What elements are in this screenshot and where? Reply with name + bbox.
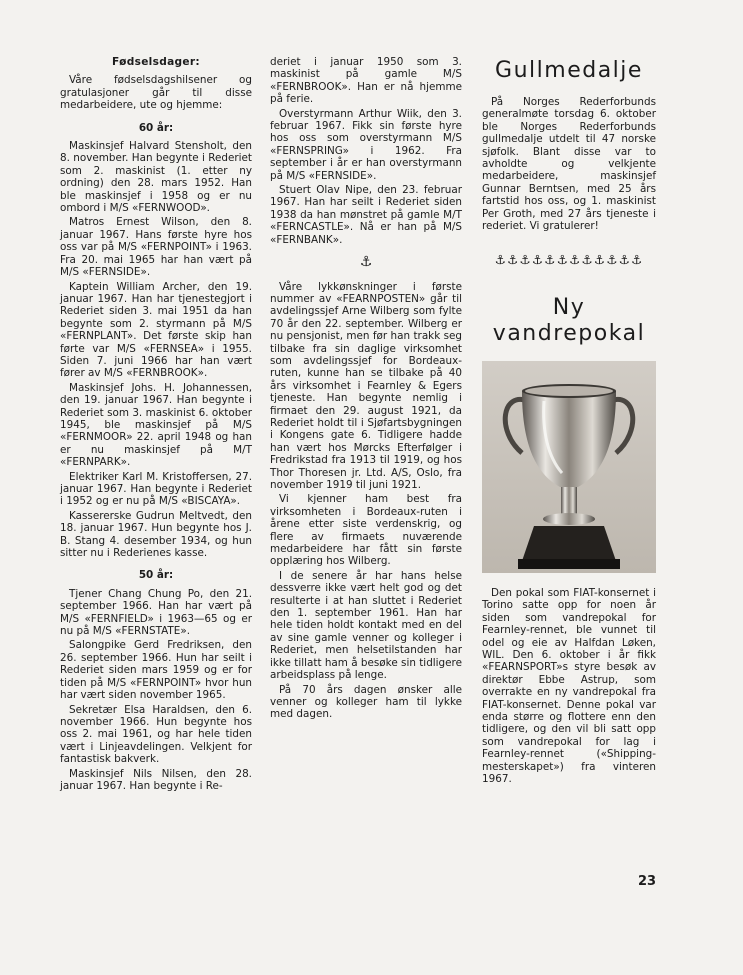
birthday-entry: Overstyrmann Arthur Wiik, den 3. februar 1967. Fikk sin første hyre hos oss som overstyrmann M/S «FERNSPRING» i 1962. Fra september i år er han overstyrmann på M/S «FERNSIDE». [270,107,462,182]
trophy-photo [482,361,656,573]
trophy-title: Ny vandrepokal [492,294,646,346]
birthday-entry: Tjener Chang Chung Po, den 21. september 1966. Han har vært på M/S «FERNFIELD» i 1963—65 og er nu på M/S «FERNSTATE». [60,587,252,638]
anchor-row-icon: ⚓⚓⚓⚓⚓⚓⚓⚓⚓⚓⚓⚓ [494,252,644,268]
page-number: 23 [638,874,657,889]
wilberg-paragraph: Vi kjenner ham best fra virksomheten i Bordeaux-ruten i årene etter siste verdenskrig, og flere av firmaets nuværende medarbeidere har fått sin første opplæring hos Wilberg. [270,493,462,568]
gold-medal-title: Gullmedalje [495,58,643,83]
birthday-entry: Kaptein William Archer, den 19. januar 1967. Han har tjenestegjort i Rederiet siden 3. mai 1951 da han begynte som 2. styrmann på M/S «FERNPLANT». Det første skip han førte var M/S «FERNSEA» i 1955. Siden 7. juni 1966 har han vært fører av M/S «FERNBROOK». [60,280,252,380]
birthdays-heading: Fødselsdager: [112,56,200,68]
birthday-entry: Salongpike Gerd Fredriksen, den 26. september 1966. Hun har seilt i Rederiet siden mars 1959 og er for tiden på M/S «FERNPOINT» hvor hun har vært siden november 1965. [60,639,252,702]
anchor-icon: ⚓ [359,254,373,271]
wilberg-paragraph: På 70 års dagen ønsker alle venner og kolleger ham til lykke med dagen. [270,683,462,721]
birthday-entry: Maskinsjef Nils Nilsen, den 28. januar 1967. Han begynte i Re- [60,767,252,792]
trophy-icon [482,361,656,573]
column-birthdays [60,56,252,794]
birthday-entry: Maskinsjef Johs. H. Johannessen, den 19. januar 1967. Han begynte i Rederiet som 3. maskinist 6. oktober 1945, ble maskinsjef på M/S «FERNMOOR» 22. april 1948 og han er nu maskinsjef på M/T «FERNPARK». [60,381,252,469]
birthday-entry: Sekretær Elsa Haraldsen, den 6. november 1966. Hun begynte hos oss 2. mai 1961, og har hele tiden vært i Linjeavdelingen. Velkjent for fantastisk bakverk. [60,703,252,766]
birthday-entry: Elektriker Karl M. Kristoffersen, 27. januar 1967. Han begynte i Rederiet i 1952 og er nu på M/S «BISCAYA». [60,470,252,508]
gold-medal-paragraph: På Norges Rederforbunds generalmøte torsdag 6. oktober ble Norges Rederforbunds gullmedalje utdelt til 47 norske sjøfolk. Blant disse var to avholdte og velkjente medarbeidere, maskinsjef Gunnar Berntsen, med 25 års fartstid hos oss, og 1. maskinist Per Groth, med 27 års tjeneste i rederiet. Vi gratulerer! [482,96,656,233]
column-continued [270,56,462,723]
birthday-entry: Maskinsjef Halvard Stensholt, den 8. november. Han begynte i Rederiet som 2. maskinist (1. etter ny ordning) den 28. mars 1952. Han ble maskinsjef i 1958 og er nu ombord i M/S «FERNWOOD». [60,140,252,215]
birthday-entry: Kassererske Gudrun Meltvedt, den 18. januar 1967. Hun begynte hos J. B. Stang 4. desember 1934, og hun sitter nu i Rederienes kasse. [60,509,252,560]
birthday-entry: Stuert Olav Nipe, den 23. februar 1967. Han har seilt i Rederiet siden 1938 da han mønstret på gamle M/T «FERNCASTLE». Nå er han på M/S «FERNBANK». [270,184,462,246]
subheading-60: 60 år: [138,121,174,134]
subheading-50: 50 år: [138,569,174,582]
continued-entry: deriet i januar 1950 som 3. maskinist på gamle M/S «FERNBROOK». Han er nå hjemme på ferie. [270,56,462,106]
trophy-paragraph: Den pokal som FIAT-konsernet i Torino satte opp for noen år siden som vandrepokal for Fearnley-rennet, ble vunnet til odel og eie av Halfdan Løken, WIL. Den 6. oktober i år fikk «FEARNSPORT»s styre besøk av direktør Ebbe Astrup, som overrakte en ny vandrepokal fra FIAT-konsernet. Denne pokal var enda større og flottere enn den tidligere, og den vil bli satt opp som vandrepokal for lag i Fearnley-rennet («Shipping-mesterskapet») fra vinteren 1967. [482,586,656,785]
column-news [482,56,656,787]
birthday-entry: Matros Ernest Wilson, den 8. januar 1967. Hans første hyre hos oss var på M/S «FERNPOINT» i 1963. Fra 20. mai 1965 har han vært på M/S «FERNSIDE». [60,216,252,279]
wilberg-paragraph: Våre lykkønskninger i første nummer av «FEARNPOSTEN» går til avdelingssjef Arne Wilberg som fylte 70 år den 22. september. Wilberg er nu pensjonist, men før han trakk seg tilbake fra sin daglige virksomhet som avdelingssjef for Bordeaux-ruten, kunne han se tilbake på 40 års virksomhet i Fearnley & Egers tjeneste. Han begynte nemlig i firmaet den 29. august 1921, da Rederiet holdt til i Sjøfartsbygningen i Kongens gate 6. Tidligere hadde han vært hos Mørcks Efterfølger i Fredrikstad fra 1913 til 1919, og hos Thor Thoresen jr. Ltd. A/S, Oslo, fra november 1919 til juni 1921. [270,280,462,491]
wilberg-paragraph: I de senere år har hans helse dessverre ikke vært helt god og det resulterte i at han sluttet i Rederiet den 1. september 1961. Han har hele tiden holdt kontakt med en del av sine gamle venner og kolleger i Rederiet, men helsetilstanden har ikke tillatt ham å besøke sin tidligere arbeidsplass på lenge. [270,569,462,682]
birthdays-intro: Våre fødselsdagshilsener og gratulasjoner går til disse medarbeidere, ute og hjemme: [60,74,252,112]
